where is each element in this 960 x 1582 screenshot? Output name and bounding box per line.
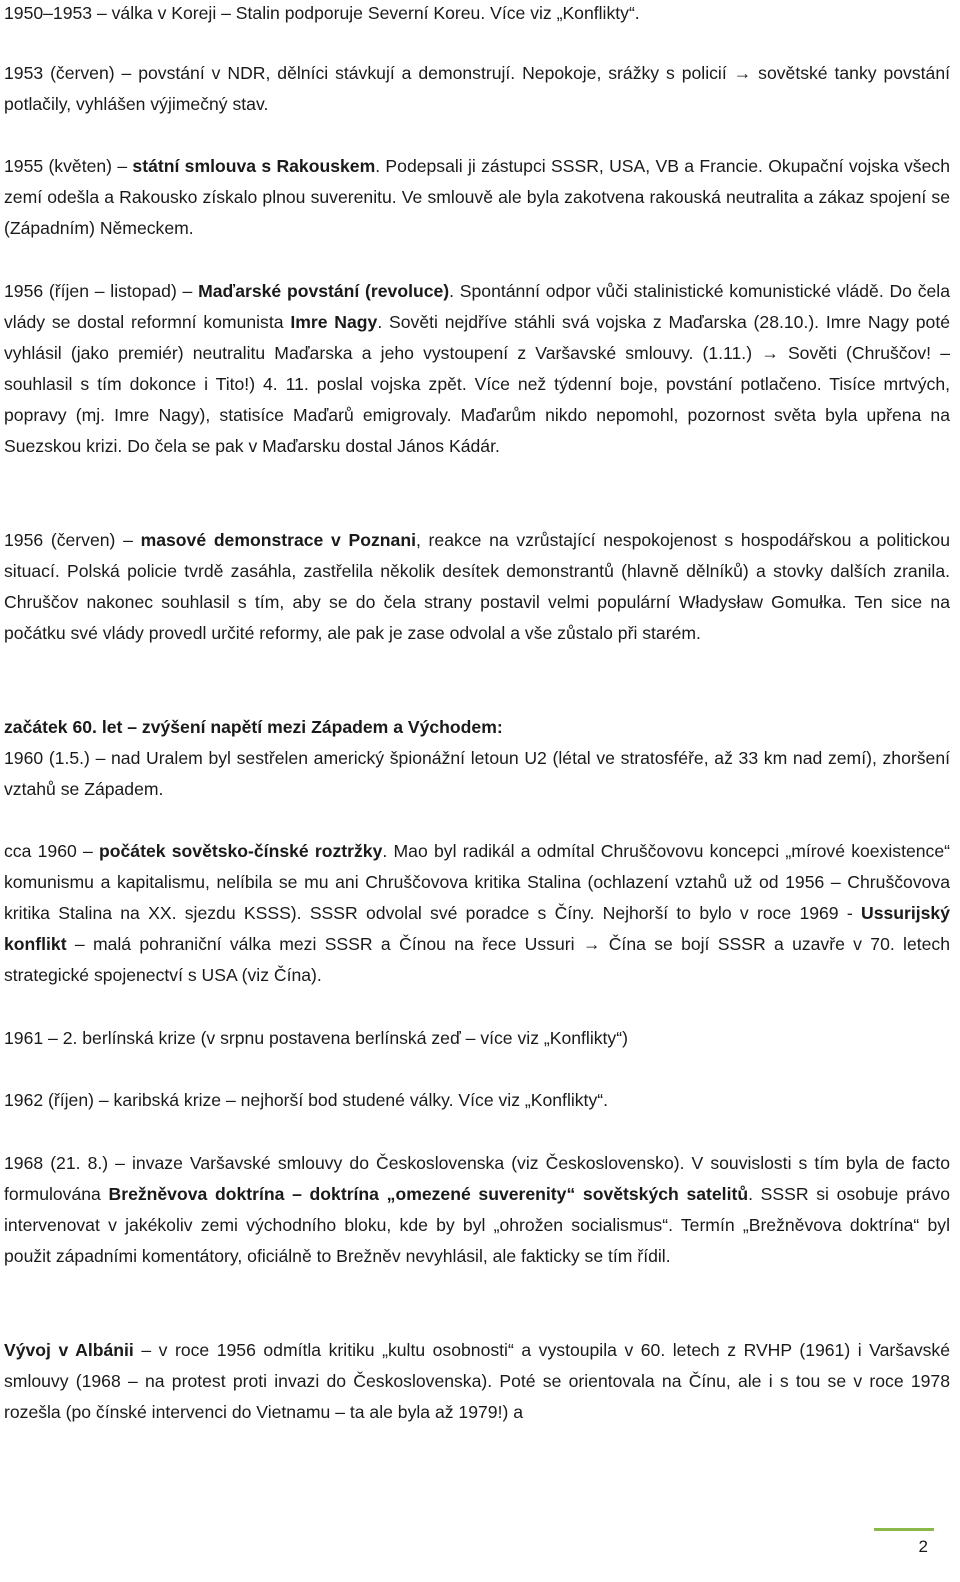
paragraph-gdr-uprising [4,58,950,120]
paragraph-early-sixties [4,712,950,805]
paragraph-sino-soviet-split [4,836,950,991]
page-number-box [874,1528,934,1571]
bold-term: Ussurijský konflikt [4,903,950,954]
text-run: cca 1960 – [4,841,100,861]
text-run: – v roce 1956 odmítla kritiku „kultu osobnosti“ a vystoupila v 60. letech z RVHP (1961) i Varšavské smlouvy (1968 – na protest proti invazi do Československa). Poté se orientovala na Čínu, ale i s tou se v roce 1978 rozešla (po čínské intervenci do Vietnamu – ta ale byla až 1979!) a [4,1340,950,1422]
text-run: – malá pohraniční válka mezi SSSR a Čínou na řece Ussuri → Čína se bojí SSSR a uzavře v 70. letech strategické spojenectví s USA (viz Čína). [4,934,950,985]
text-run: 1961 – 2. berlínská krize (v srpnu postavena berlínská zeď – více viz „Konflikty“) [4,1028,628,1048]
text-run: . Spontánní odpor vůči stalinistické komunistické vládě. Do čela vlády se dostal reformní komunista [4,281,950,332]
text-run: . Podepsali ji zástupci SSSR, USA, VB a Francie. Okupační vojska všech zemí odešla a Rakousko získalo plnou suverenitu. Ve smlouvě ale byla zakotvena rakouská neutralita a zákaz spojení se (Západním) Německem. [4,156,950,238]
text-run: , reakce na vzrůstající nespokojenost s hospodářskou a politickou situací. Polská policie tvrdě zasáhla, zastřelila několik desítek demonstrantů (hlavně dělníků) a stovky dalších zranila. Chruščov nakonec souhlasil s tím, aby se do čela strany postavil velmi populární Władysław Gomułka. Ten sice na počátku své vlády provedl určité reformy, ale pak je zase odvolal a vše zůstalo při starém. [4,530,950,643]
paragraph-brezhnev-doctrine [4,1148,950,1272]
bold-term: Maďarské povstání (revoluce) [198,281,450,301]
bold-term: masové demonstrace v Poznani [140,530,416,550]
bold-term: počátek sovětsko-čínské roztržky [99,841,383,861]
paragraph-hungarian-uprising [4,276,950,462]
text-run: 1950–1953 – válka v Koreji – Stalin podporuje Severní Koreu. Více viz „Konflikty“. [4,3,640,23]
text-run: 1955 (květen) – [4,156,133,176]
paragraph-korean-war [4,0,950,29]
text-run: 1968 (21. 8.) – invaze Varšavské smlouvy do Československa (viz Československo). V souvislosti s tím byla de facto formulována [4,1153,950,1204]
section-heading: začátek 60. let – zvýšení napětí mezi Západem a Východem: [4,717,503,737]
text-run: 1956 (červen) – [4,530,141,550]
bold-term: Imre Nagy [290,312,378,332]
text-run: 1960 (1.5.) – nad Uralem byl sestřelen americký špionážní letoun U2 (létal ve stratosféře, až 33 km nad zemí), zhoršení vztahů se Západem. [4,748,950,799]
text-run: 1956 (říjen – listopad) – [4,281,199,301]
text-run: 1953 (červen) – povstání v NDR, dělníci stávkují a demonstrují. Nepokoje, srážky s policií → sovětské tanky povstání potlačily, vyhlášen výjimečný stav. [4,63,950,114]
bold-term: státní smlouva s Rakouskem [132,156,376,176]
paragraph-cuban-crisis [4,1085,950,1116]
bold-term: Brežněvova doktrína – doktrína „omezené suverenity“ sovětských satelitů [108,1184,749,1204]
paragraph-berlin-crisis [4,1023,950,1054]
paragraph-poznan-protests [4,525,950,649]
paragraph-austrian-treaty [4,151,950,244]
paragraph-albania [4,1335,950,1428]
text-run: 1962 (říjen) – karibská krize – nejhorší bod studené války. Více viz „Konflikty“. [4,1090,608,1110]
text-run: . Sověti nejdříve stáhli svá vojska z Maďarska (28.10.). Imre Nagy poté vyhlásil (jako premiér) neutralitu Maďarska a jeho vystoupení z Varšavské smlouvy. (1.11.) → Sověti (Chruščov! – souhlasil s tím dokonce i Tito!) 4. 11. poslal vojska zpět. Více než týdenní boje, povstání potlačeno. Tisíce mrtvých, popravy (mj. Imre Nagy), statisíce Maďarů emigrovaly. Maďarům nikdo nepomohl, pozornost světa byla upřena na Suezskou krizi. Do čela se pak v Maďarsku dostal János Kádár. [4,312,950,456]
page-number: 2 [918,1537,928,1556]
text-run: . SSSR si osobuje právo intervenovat v jakékoliv zemi východního bloku, kde by byl „ohrožen socialismus“. Termín „Brežněvova doktrína“ byl použit západními komentátory, oficiálně to Brežněv nevyhlásil, ale fakticky se tím řídil. [4,1184,950,1266]
text-run: . Mao byl radikál a odmítal Chruščovovu koncepci „mírové koexistence“ komunismu a kapitalismu, nelíbila se mu ani Chruščovova kritika Stalina (ochlazení vztahů už od 1956 – Chruščovova kritika Stalina na XX. sjezdu KSSS). SSSR odvolal své poradce s Číny. Nejhorší to bylo v roce 1969 - [4,841,950,923]
bold-term: Vývoj v Albánii [4,1340,134,1360]
